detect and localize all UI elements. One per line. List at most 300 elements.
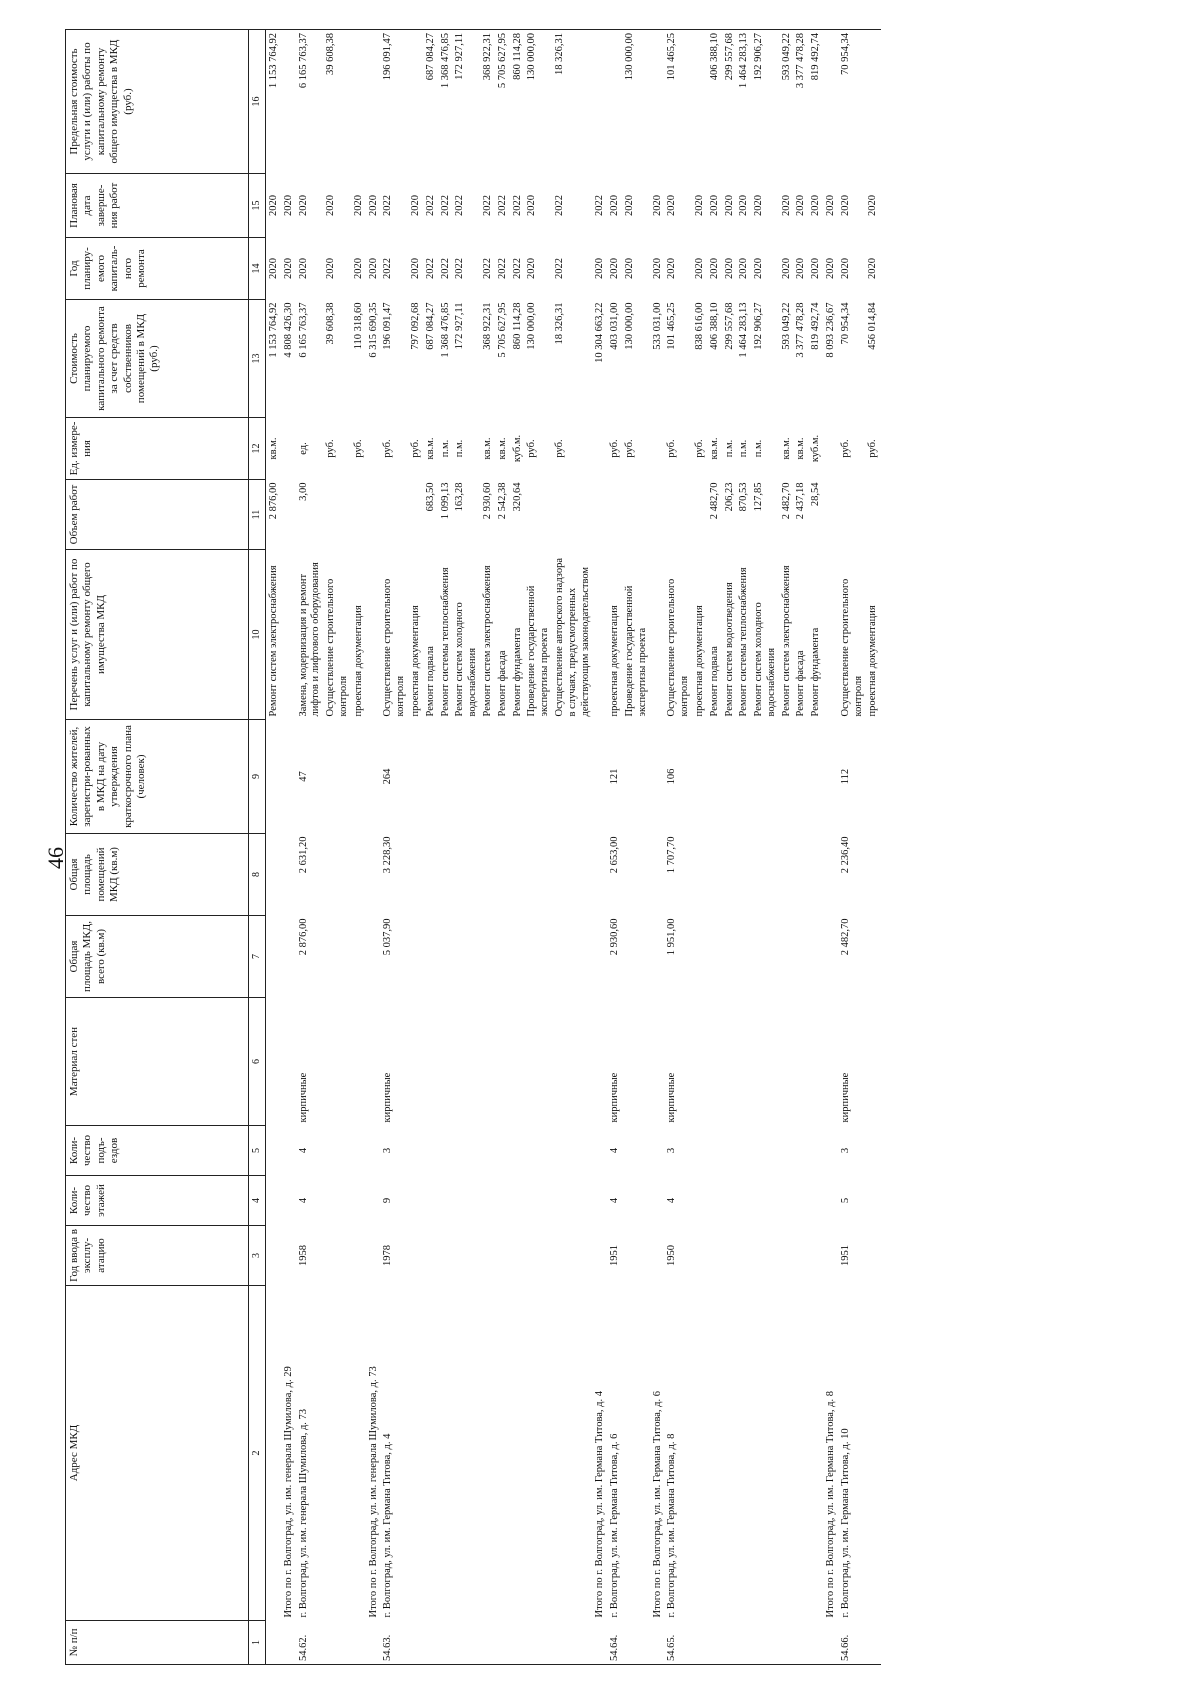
table-row	[496, 30, 511, 1665]
table-cell: 860 114,28	[511, 302, 523, 350]
table-cell: 5	[839, 1197, 851, 1204]
table-cell	[866, 1226, 881, 1286]
table-cell	[324, 834, 352, 916]
table-cell	[723, 1621, 738, 1665]
table-cell: 2020	[708, 195, 720, 216]
table-cell	[266, 1126, 282, 1176]
table-cell	[593, 480, 608, 550]
table-cell: 54.64.	[608, 1621, 623, 1665]
table-cell	[651, 550, 666, 720]
table-cell	[708, 1286, 723, 1621]
table-cell	[496, 1286, 511, 1621]
table-cell: 2020	[738, 195, 750, 216]
table-cell	[324, 1226, 352, 1286]
table-cell	[693, 916, 708, 998]
table-cell: 1 368 476,85	[439, 302, 451, 358]
header-cell-entrances: Коли-чество подъ-ездов	[66, 1126, 249, 1176]
table-cell	[794, 1226, 809, 1286]
table-cell	[737, 916, 752, 998]
table-cell	[453, 916, 481, 998]
table-cell: 2020	[738, 258, 750, 279]
table-cell	[651, 418, 666, 480]
table-cell: 163,28	[454, 482, 466, 512]
table-cell: кв.м.	[780, 437, 792, 460]
table-cell	[409, 480, 424, 550]
table-cell	[752, 834, 780, 916]
table-cell	[623, 1126, 651, 1176]
column-number-cell: 3	[249, 1226, 266, 1286]
table-cell: Проведение государственной экспертизы проекта	[623, 585, 648, 717]
table-cell	[737, 998, 752, 1126]
table-cell: 2020	[609, 258, 621, 279]
table-cell	[496, 834, 511, 916]
table-cell	[352, 1176, 367, 1226]
table-cell: 121	[609, 768, 621, 785]
table-cell: 2 482,70	[708, 482, 720, 520]
table-cell: 368 922,31	[481, 30, 496, 174]
table-cell: 127,85	[753, 482, 765, 512]
table-cell	[481, 916, 496, 998]
table-row	[723, 30, 738, 1665]
table-row	[352, 30, 367, 1665]
table-cell: 3 377 478,28	[794, 30, 809, 174]
table-cell	[481, 998, 496, 1126]
table-cell	[511, 1226, 526, 1286]
table-cell: 2022	[454, 195, 466, 216]
table-cell	[651, 1176, 666, 1226]
table-cell	[266, 916, 282, 998]
table-cell: 456 014,84	[867, 302, 879, 350]
column-number-cell: 2	[249, 1286, 266, 1621]
table-row	[481, 30, 496, 1665]
table-cell	[693, 1176, 708, 1226]
table-cell	[324, 1176, 352, 1226]
table-cell	[794, 834, 809, 916]
table-cell	[367, 998, 382, 1126]
table-cell: 2022	[424, 195, 436, 216]
table-cell	[593, 418, 608, 480]
table-cell	[752, 1126, 780, 1176]
table-cell	[381, 480, 409, 550]
table-cell: 593 049,22	[780, 302, 792, 350]
header-cell-wall-material: Материал стен	[66, 998, 249, 1126]
table-cell: кирпичные	[839, 1072, 851, 1123]
table-cell	[511, 1126, 526, 1176]
table-cell	[866, 834, 881, 916]
header-cell-unit: Ед. измере-ния	[66, 418, 249, 480]
table-row	[794, 30, 809, 1665]
table-cell	[809, 916, 824, 998]
table-cell: 2020	[282, 195, 294, 216]
table-cell	[824, 834, 839, 916]
table-cell: куб.м.	[810, 434, 822, 463]
table-cell: 1978	[382, 1245, 394, 1266]
table-row	[623, 30, 651, 1665]
table-cell: 870,53	[738, 482, 750, 512]
table-cell: 18 326,31	[553, 302, 565, 345]
table-cell: 2020	[409, 258, 421, 279]
table-row	[737, 30, 752, 1665]
table-cell	[282, 998, 297, 1126]
table-cell	[794, 1286, 809, 1621]
table-cell	[409, 1621, 424, 1665]
table-cell	[723, 1126, 738, 1176]
table-cell	[752, 1176, 780, 1226]
table-cell: 130 000,00	[623, 30, 651, 174]
table-cell: руб.	[526, 439, 538, 458]
table-cell	[439, 916, 454, 998]
table-cell	[282, 1176, 297, 1226]
table-cell	[780, 834, 795, 916]
table-cell	[266, 1176, 282, 1226]
table-cell: 6 315 690,35	[367, 302, 379, 358]
table-cell: 2020	[666, 258, 678, 279]
table-row	[708, 30, 723, 1665]
table-cell	[282, 1226, 297, 1286]
table-cell: 54.62.	[297, 1621, 325, 1665]
table-cell: кв.м.	[496, 437, 508, 460]
table-cell	[453, 720, 481, 834]
table-cell: кирпичные	[382, 1072, 394, 1123]
table-cell	[453, 1176, 481, 1226]
table-cell: Осуществление строительного контроля	[325, 578, 349, 717]
table-cell: 196 091,47	[381, 30, 409, 174]
table-row	[381, 30, 409, 1665]
table-cell: 206,23	[723, 482, 735, 512]
table-cell: 101 465,25	[666, 302, 678, 350]
table-cell	[367, 418, 382, 480]
table-cell: 28,54	[810, 482, 822, 507]
table-cell: 4	[297, 1147, 309, 1154]
table-cell: 2020	[325, 258, 337, 279]
table-cell: руб.	[623, 439, 635, 458]
column-number-cell: 8	[249, 834, 266, 916]
table-cell	[737, 1176, 752, 1226]
table-cell: куб.м.	[511, 434, 523, 463]
table-cell	[651, 998, 666, 1126]
table-cell: 683,50	[424, 482, 436, 512]
table-row	[324, 30, 352, 1665]
table-cell	[511, 1286, 526, 1621]
table-cell: 2020	[268, 195, 279, 216]
table-cell	[481, 720, 496, 834]
table-cell	[665, 480, 693, 550]
table-cell: 406 388,10	[708, 302, 720, 350]
table-cell	[593, 30, 608, 174]
table-cell: г. Волгоград, ул. им. Германа Титова, д. 8	[666, 1433, 678, 1618]
table-cell	[780, 1621, 795, 1665]
table-cell: 2022	[511, 195, 523, 216]
table-cell: 2020	[666, 195, 678, 216]
table-cell	[593, 1621, 608, 1665]
table-cell	[424, 916, 439, 998]
table-cell: Проведение государственной экспертизы проекта	[526, 585, 551, 717]
table-cell	[737, 1226, 752, 1286]
table-cell: 192 906,27	[753, 302, 765, 350]
table-cell	[409, 1226, 424, 1286]
table-row	[752, 30, 780, 1665]
table-cell: Итого по г. Волгоград, ул. им. генерала Шумилова, д. 73	[367, 1366, 379, 1618]
table-cell	[824, 1176, 839, 1226]
table-cell	[481, 1226, 496, 1286]
table-cell: 8 093 236,67	[825, 302, 837, 358]
table-cell: 2022	[553, 195, 565, 216]
table-cell	[693, 30, 708, 174]
column-number-cell: 15	[249, 174, 266, 238]
table-cell	[496, 1126, 511, 1176]
table-cell	[511, 834, 526, 916]
table-cell	[608, 480, 623, 550]
table-cell: 3	[666, 1147, 678, 1154]
table-cell: 2 542,38	[496, 482, 508, 520]
table-cell: 1 464 283,13	[738, 302, 750, 358]
table-cell	[723, 998, 738, 1126]
table-cell	[324, 480, 352, 550]
table-cell: 54.63.	[381, 1621, 409, 1665]
table-cell	[809, 998, 824, 1126]
table-cell: 54.66.	[839, 1621, 867, 1665]
table-cell	[424, 998, 439, 1126]
table-cell: 1 951,00	[666, 918, 678, 956]
table-cell	[723, 720, 738, 834]
table-cell	[453, 1126, 481, 1176]
table-row	[424, 30, 439, 1665]
header-cell-cost: Стоимость планируемого капитального ремонта за счет средств собственников помещений в МКД (руб.)	[66, 300, 249, 418]
table-cell: 819 492,74	[810, 302, 822, 350]
table-cell	[737, 1286, 752, 1621]
table-cell	[866, 1621, 881, 1665]
table-cell: 2 482,70	[839, 918, 851, 956]
table-cell	[352, 1621, 367, 1665]
table-cell	[511, 998, 526, 1126]
table-cell: 1958	[297, 1245, 309, 1266]
table-cell: 2020	[352, 258, 364, 279]
table-cell	[367, 480, 382, 550]
table-cell	[439, 834, 454, 916]
table-cell	[481, 1286, 496, 1621]
table-cell: 2020	[708, 258, 720, 279]
table-cell: 2 876,00	[268, 482, 279, 520]
table-cell: 2022	[594, 195, 606, 216]
table-cell	[794, 1621, 809, 1665]
page-number: 46	[43, 847, 68, 869]
table-cell	[593, 916, 608, 998]
table-cell: 2020	[651, 258, 663, 279]
table-cell	[553, 1286, 593, 1621]
table-row	[809, 30, 824, 1665]
table-cell	[593, 834, 608, 916]
table-cell: 1 153 764,92	[266, 30, 282, 174]
table-cell: 299 557,68	[723, 302, 735, 350]
table-cell: 797 092,68	[409, 302, 421, 350]
table-cell: кв.м.	[424, 437, 436, 460]
table-cell	[282, 834, 297, 916]
table-cell	[623, 1176, 651, 1226]
table-cell: 1951	[839, 1245, 851, 1266]
header-cell-volume: Объем работ	[66, 480, 249, 550]
table-cell: 299 557,68	[723, 30, 738, 174]
table-cell: 2020	[753, 195, 765, 216]
table-cell: 2020	[723, 258, 735, 279]
table-cell: 2 236,40	[839, 836, 851, 874]
table-cell: 2022	[424, 258, 436, 279]
column-number-cell: 1	[249, 1621, 266, 1665]
table-cell: 70 954,34	[839, 30, 867, 174]
table-cell	[593, 720, 608, 834]
table-cell: проектная документация	[409, 605, 421, 717]
table-cell	[266, 1286, 282, 1621]
table-cell: руб.	[409, 439, 421, 458]
table-cell: 39 608,38	[325, 302, 337, 345]
table-cell	[324, 1621, 352, 1665]
table-cell	[608, 30, 623, 174]
table-cell: 2020	[268, 258, 279, 279]
table-cell	[409, 998, 424, 1126]
table-cell	[439, 1176, 454, 1226]
table-cell	[737, 834, 752, 916]
table-cell	[708, 1176, 723, 1226]
table-cell	[367, 1621, 382, 1665]
table-cell	[693, 480, 708, 550]
table-cell	[496, 1176, 511, 1226]
table-cell: 320,64	[511, 482, 523, 512]
table-cell	[553, 1126, 593, 1176]
table-cell	[593, 1226, 608, 1286]
column-number-cell: 10	[249, 550, 266, 720]
table-cell	[367, 834, 382, 916]
table-cell	[723, 1286, 738, 1621]
table-cell	[623, 480, 651, 550]
table-cell: 1 707,70	[666, 836, 678, 874]
table-cell	[409, 916, 424, 998]
table-cell	[708, 720, 723, 834]
table-cell	[593, 1176, 608, 1226]
table-row	[511, 30, 526, 1665]
table-cell	[352, 916, 367, 998]
table-cell: проектная документация	[867, 605, 879, 717]
table-cell: 3,00	[297, 482, 309, 501]
table-cell	[708, 834, 723, 916]
table-cell	[651, 1126, 666, 1176]
table-cell	[737, 720, 752, 834]
table-cell	[367, 550, 382, 720]
table-row	[866, 30, 881, 1665]
table-cell: Ремонт фундамента	[511, 627, 523, 717]
table-cell: 2020	[623, 258, 635, 279]
table-cell: 2022	[481, 258, 493, 279]
table-header	[66, 30, 266, 1665]
table-row	[693, 30, 708, 1665]
table-cell	[367, 720, 382, 834]
table-cell: 106	[666, 768, 678, 785]
table-cell: 2022	[382, 195, 394, 216]
table-cell: 2020	[723, 195, 735, 216]
table-row	[409, 30, 424, 1665]
table-cell	[409, 834, 424, 916]
table-cell: кирпичные	[666, 1072, 678, 1123]
table-cell: 4	[666, 1197, 678, 1204]
table-cell: 6 165 763,37	[297, 302, 309, 358]
table-cell	[651, 1226, 666, 1286]
table-cell: 2 653,00	[609, 836, 621, 874]
table-row	[439, 30, 454, 1665]
table-cell: Осуществление авторского надзора в случаях, предусмотренных действующим законодательством	[553, 557, 591, 717]
table-cell: 47	[297, 771, 309, 782]
table-cell: Осуществление строительного контроля	[839, 578, 864, 717]
table-row	[593, 30, 608, 1665]
table-cell: п.м.	[439, 439, 451, 458]
table-cell: 2020	[526, 195, 538, 216]
table-cell	[525, 480, 553, 550]
table-cell	[496, 916, 511, 998]
table-cell: 5 705 627,95	[496, 30, 511, 174]
table-cell: Ремонт подвала	[424, 646, 436, 717]
table-cell	[708, 998, 723, 1126]
table-cell: 2020	[594, 258, 606, 279]
table-cell: г. Волгоград, ул. им. Германа Титова, д. 6	[609, 1433, 621, 1618]
table-cell	[723, 1176, 738, 1226]
table-cell	[593, 1126, 608, 1176]
table-cell: 2022	[496, 258, 508, 279]
table-cell	[511, 720, 526, 834]
table-cell: Итого по г. Волгоград, ул. им. Германа Титова, д. 6	[651, 1390, 663, 1618]
table-cell	[651, 916, 666, 998]
table-cell	[496, 1226, 511, 1286]
table-cell	[424, 1126, 439, 1176]
table-cell: Ремонт фундамента	[810, 627, 822, 717]
table-cell	[282, 720, 297, 834]
table-cell	[809, 1621, 824, 1665]
table-cell: 2020	[753, 258, 765, 279]
table-cell	[866, 1126, 881, 1176]
table-cell: 172 927,11	[454, 302, 466, 350]
table-row	[824, 30, 839, 1665]
table-cell	[424, 1621, 439, 1665]
table-cell	[266, 1621, 282, 1665]
table-cell: руб.	[693, 439, 705, 458]
table-cell: 2020	[810, 195, 822, 216]
table-cell: 172 927,11	[453, 30, 481, 174]
table-cell: руб.	[382, 439, 394, 458]
table-cell	[439, 1226, 454, 1286]
table-cell	[866, 1286, 881, 1621]
table-cell: 403 031,00	[609, 302, 621, 350]
table-cell: 2 437,18	[795, 482, 807, 520]
table-cell: 130 000,00	[623, 302, 635, 350]
table-cell: Ремонт системы теплоснабжения	[738, 567, 750, 717]
table-cell: 4	[609, 1197, 621, 1204]
table-cell: руб.	[609, 439, 621, 458]
table-cell: проектная документация	[609, 605, 621, 717]
table-cell	[693, 1286, 708, 1621]
table-cell	[511, 916, 526, 998]
table-cell: 687 084,27	[424, 30, 439, 174]
table-cell	[824, 720, 839, 834]
column-number-cell: 16	[249, 30, 266, 174]
table-cell	[824, 998, 839, 1126]
table-cell	[453, 1286, 481, 1621]
table-cell: 2020	[839, 195, 851, 216]
table-cell	[693, 1621, 708, 1665]
table-cell	[780, 916, 795, 998]
table-cell: 2020	[282, 258, 294, 279]
table-cell	[708, 916, 723, 998]
table-cell	[282, 480, 297, 550]
table-cell: Ремонт систем водоотведения	[723, 582, 735, 717]
table-cell: 2020	[867, 195, 879, 216]
table-cell: 2 631,20	[297, 836, 309, 874]
table-cell	[737, 1621, 752, 1665]
